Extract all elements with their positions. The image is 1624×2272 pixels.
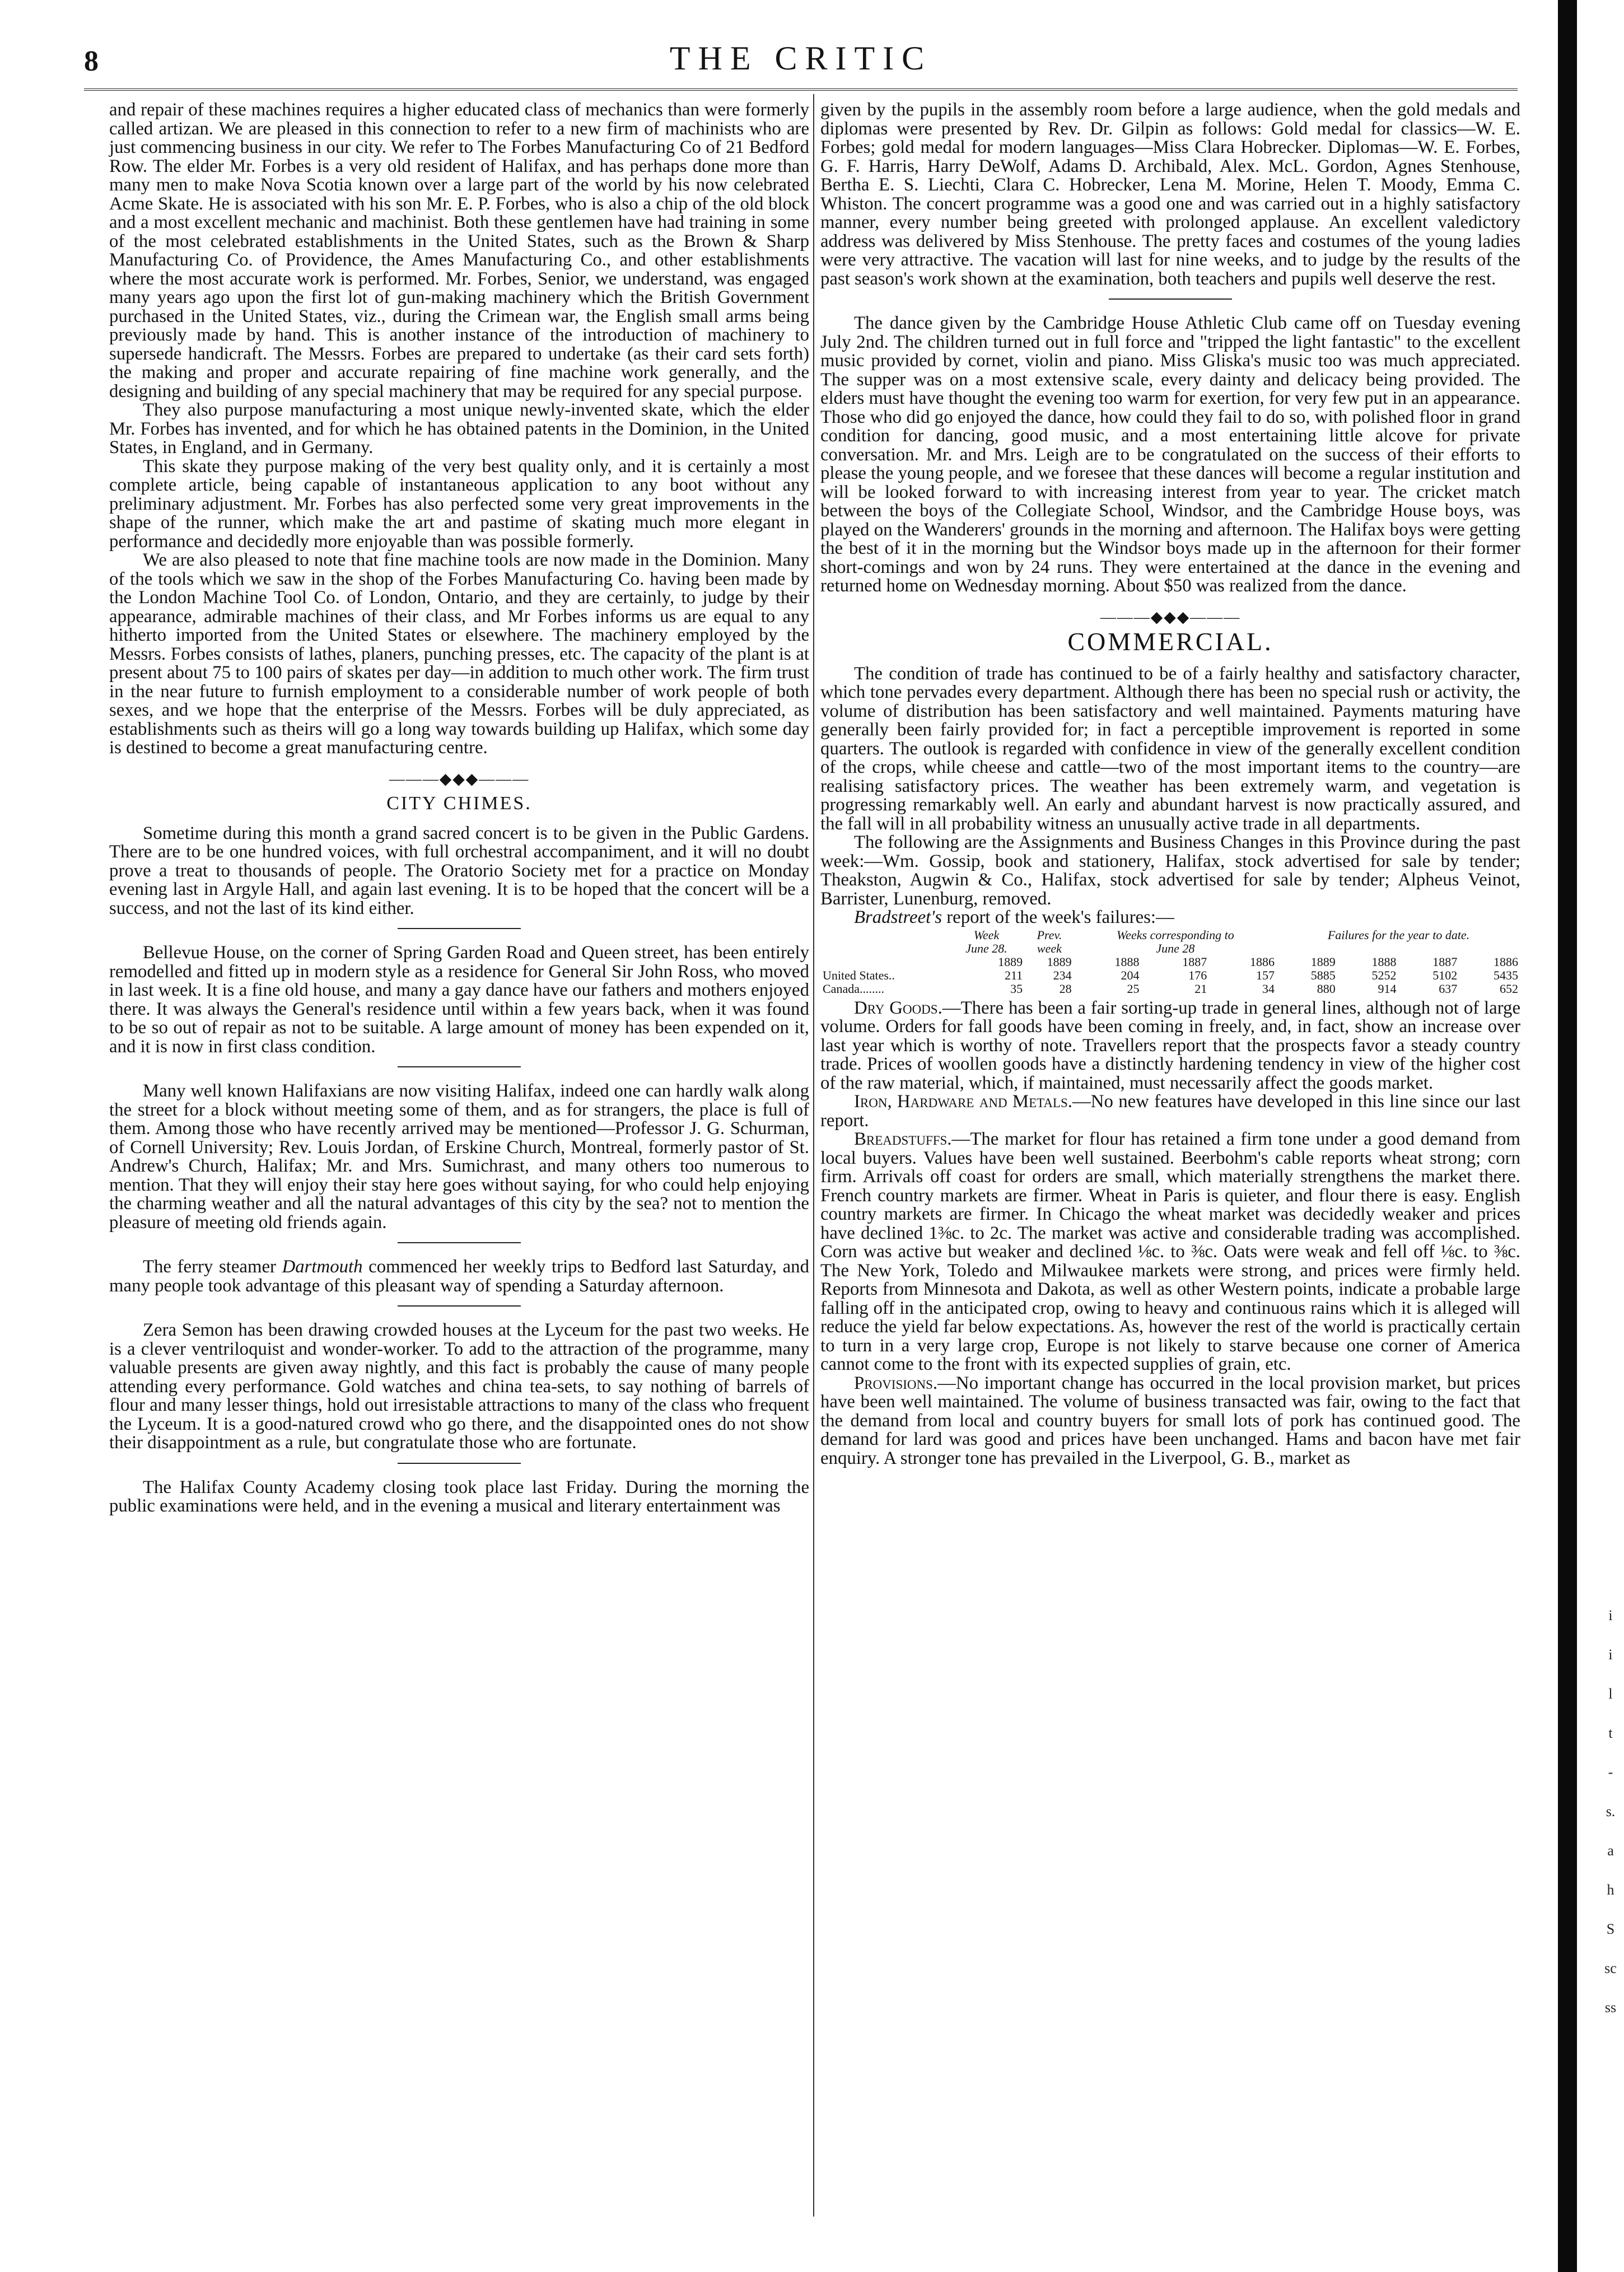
margin-fragment: S	[1606, 1921, 1615, 1937]
margin-fragment: ss	[1604, 1999, 1617, 2016]
table-cell: 1886	[1494, 954, 1518, 969]
table-header-row	[820, 942, 1520, 955]
table-cell: 1886	[1250, 954, 1275, 969]
table-row	[820, 969, 1520, 982]
table-cell: 34	[1262, 981, 1275, 996]
page-number: 8	[84, 45, 99, 77]
table-cell: 652	[1500, 981, 1518, 996]
column-divider	[813, 94, 814, 2217]
table-row-label: Canada........	[823, 981, 884, 996]
table-row	[820, 982, 1520, 996]
margin-fragment: i	[1608, 1607, 1613, 1623]
table-header-cell: week	[1037, 941, 1062, 955]
table-header-cell	[820, 942, 948, 955]
table-cell: 1888	[1114, 954, 1140, 969]
chimes-paragraph: Many well known Halifaxians are now visiting Halifax, indeed one can hardly walk along the street for a block without meeting some of them, and as for strangers, the place is full of them. Among those who have recently arrived may be mentioned—Professor J. G. Schurman, of Cornell University; Rev. Louis Jordan, of Erskine Church, Montreal, formerly pastor of St. Andrew's Church, Halifax; Mr. and Mrs. Sumichrast, and many others too numerous to mention. That they will enjoy their stay here goes without saying, for who could help enjoying the charming weather and all the natural advantages of this city by the sea? not to mention the pleasure of meeting old friends again.	[109, 1081, 809, 1233]
bradstreet-intro	[820, 908, 1520, 927]
table-cell: 1887	[1182, 954, 1207, 969]
chimes-paragraph: Zera Semon has been drawing crowded houses at the Lyceum for the past two weeks. He is a clever ventriloquist and wonder-worker. To add to the attraction of the programme, many valuable presents are given away nightly, and this fact is probably the cause of many people attending every performance. Gold watches and china tea-sets, to say nothing of barrels of flour and many lesser things, hold out irresistable attractions to many of the class who frequent the Lyceum. It is a good-natured crowd who go there, and the disappointed ones do not show their disappointment as a rule, but congratulate those who are fortunate.	[109, 1320, 809, 1453]
margin-fragment: l	[1608, 1686, 1613, 1702]
market-heading: Iron, Hardware and Metals.	[854, 1091, 1072, 1112]
table-header-cell: Failures for the year to date.	[1327, 927, 1470, 942]
bradstreet-text: report of the week's failures:—	[942, 907, 1174, 927]
margin-fragments	[1599, 1596, 1622, 2027]
paragraph-separator	[398, 1066, 521, 1067]
table-cell: 211	[1004, 968, 1023, 982]
table-cell: 5435	[1494, 968, 1518, 982]
scan-edge-bar	[1558, 0, 1577, 2272]
market-paragraph	[820, 1093, 1520, 1130]
city-chimes-heading: CITY CHIMES.	[386, 793, 532, 814]
academy-paragraph: given by the pupils in the assembly room before a large audience, when the gold medals and diplomas were presented by Rev. Dr. Gilpin as follows: Gold medal for classics—W. E. Forbes; gold medal for modern languages—Miss Clara Hobrecker. Diplomas—W. E. Forbes, G. F. Harris, Harry DeWolf, Adams D. Archibald, Alex. McL. Gordon, Agnes Stenhouse, Bertha E. S. Liechti, Clara C. Hobrecker, Lena M. Morine, Helen T. Moody, Emma C. Whiston. The concert programme was a good one and was carried out in a highly satisfactory manner, every number being greeted with prolonged applause. An excellent valedictory address was delivered by Miss Stenhouse. The pretty faces and costumes of the young ladies were very attractive. The vacation will last for nine weeks, and to judge by the results of the past season's work shown at the examination, both teachers and pupils well deserve the rest.	[820, 100, 1520, 289]
market-heading: Breadstuffs.	[854, 1129, 952, 1149]
table-header-cell: Weeks corresponding to	[1116, 927, 1234, 942]
table-header-cell: Week	[973, 927, 1000, 942]
table-cell: 5885	[1310, 968, 1336, 982]
market-paragraph	[820, 1130, 1520, 1374]
forbes-article-paragraph: This skate they purpose making of the very best quality only, and it is certainly a most complete article, being capable of instantaneous application to any boot without any preliminary adjustment. Mr. Forbes has also perfected some very great improvements in the shape of the runner, which make the art and pastime of skating much more elegant in performance and decidedly more enjoyable than was possible formerly.	[109, 456, 809, 552]
table-cell: 21	[1194, 981, 1207, 996]
market-text: —There has been a fair sorting-up trade in general lines, although not of large volume. Orders for fall goods have been coming in freely, and, in fact, show an increase over last year which is worthy of note. Travellers report that the prospects favor a steady country trade. Prices of woollen goods have a distinctly hardening tendency in view of the higher cost of the raw material, which, if maintained, must necessarily affect the goods market.	[820, 997, 1520, 1093]
chimes-paragraph: Sometime during this month a grand sacred concert is to be given in the Public Gardens. There are to be one hundred voices, with full orchestral accompaniment, and it will no doubt prove a treat to thousands of people. The Oratorio Society met for a practice on Monday evening last in Argyle Hall, and again last evening. It is to be hoped that the concert will be a success, and not the last of its kind either.	[109, 823, 809, 918]
margin-fragment: h	[1607, 1882, 1614, 1898]
table-cell: 1889	[1310, 954, 1336, 969]
table-header-cell: Prev.	[1037, 927, 1062, 942]
table-cell: 1889	[1047, 954, 1072, 969]
market-paragraph	[820, 1374, 1520, 1468]
table-header-row	[820, 929, 1520, 942]
table-header-cell	[820, 929, 948, 942]
market-text: —No new features have developed in this line since our last report.	[820, 1091, 1520, 1131]
table-cell: 157	[1256, 968, 1275, 982]
table-cell: 5102	[1432, 968, 1458, 982]
paragraph-separator	[398, 1463, 521, 1464]
paragraph-separator	[398, 1305, 521, 1307]
table-cell	[820, 955, 948, 969]
section-ornament: ———◆◆◆———	[389, 770, 530, 788]
table-cell: 5252	[1371, 968, 1397, 982]
ship-name: Dartmouth	[282, 1257, 363, 1277]
table-cell: 35	[1010, 981, 1023, 996]
section-ornament: ———◆◆◆———	[1100, 608, 1241, 626]
table-cell: 1887	[1432, 954, 1458, 969]
table-year-row	[820, 955, 1520, 969]
paragraph-separator	[1109, 298, 1232, 300]
table-cell: 25	[1127, 981, 1140, 996]
commercial-paragraph: The following are the Assignments and Business Changes in this Province during the past week:—Wm. Gossip, book and stationery, Halifax, stock advertised for sale by tender; Theakston, Augwin & Co., Halifax, stock advertised for sale by tender; Alpheus Veinot, Barrister, Lunenburg, removed.	[820, 832, 1520, 909]
margin-fragment: a	[1607, 1842, 1614, 1859]
table-cell: 1888	[1371, 954, 1397, 969]
commercial-heading: COMMERCIAL.	[1067, 627, 1273, 656]
header-rule	[84, 88, 1518, 91]
table-header-cell	[1277, 942, 1520, 955]
chimes-text: commenced her weekly trips to Bedford last Saturday, and many people took advantage of this pleasant way of spending a Saturday afternoon.	[109, 1257, 809, 1296]
right-column	[820, 101, 1520, 1468]
table-cell: 234	[1053, 968, 1072, 982]
table-row-label: United States..	[823, 968, 895, 982]
table-cell: 176	[1188, 968, 1207, 982]
dance-paragraph: The dance given by the Cambridge House Athletic Club came off on Tuesday evening July 2nd. The children turned out in full force and "tripped the light fantastic" to the excellent music provided by cornet, violin and piano. Miss Gliska's music too was much appreciated. The supper was on a most extensive scale, every dainty and delicacy being provided. The elders must have thought the evening too warm for exertion, for very few put in an appearance. Those who did go enjoyed the dance, how could they fail to do so, with polished floor in grand condition for dancing, good music, and a most entertaining little alcove for private conversation. Mr. and Mrs. Leigh are to be congratulated on the success of their efforts to please the young people, and we foresee that these dances will become a regular institution and will be looked forward to with increasing interest from year to year. The cricket match between the boys of the Collegiate School, Windsor, and the Cambridge House boys, was played on the Wanderers' grounds in the morning and afternoon. The Halifax boys were getting the best of it in the morning but the Windsor boys made up in the afternoon for their former short-comings and won by 24 runs. They were entertained at the dance in the evening and returned home on Wednesday morning. About $50 was realized from the dance.	[820, 313, 1520, 596]
chimes-paragraph: Bellevue House, on the corner of Spring Garden Road and Queen street, has been entirely remodelled and fitted up in modern style as a residence for General Sir John Ross, who moved in last week. It is a fine old house, and many a gay dance have our fathers and mothers enjoyed there. It was always the General's residence until within a few years back, when it was found to be so out of repair as not to be suitable. A large amount of money has been expended on it, and it is now in first class condition.	[109, 943, 809, 1057]
table-cell: 914	[1378, 981, 1397, 996]
margin-fragment: sc	[1604, 1960, 1617, 1976]
table-cell: 637	[1439, 981, 1458, 996]
chimes-paragraph	[109, 1258, 809, 1295]
market-heading: Provisions.	[854, 1373, 938, 1393]
paragraph-separator	[398, 928, 521, 929]
table-cell: 880	[1317, 981, 1336, 996]
left-column	[109, 101, 809, 1516]
forbes-article-paragraph: They also purpose manufacturing a most unique newly-invented skate, which the elder Mr. Forbes has invented, and for which he has obtained patents in the Dominion, in the United States, in England, and in Germany.	[109, 400, 809, 458]
chimes-paragraph: The Halifax County Academy closing took place last Friday. During the morning the public examinations were held, and in the evening a musical and literary entertainment was	[109, 1477, 809, 1516]
market-text: —The market for flour has retained a firm tone under a good demand from local buyers. Values have been well sustained. Beerbohm's cable reports wheat strong; corn firm. Arrivals off coast for orders are small, which materially strengthens the market there. French country markets are firmer. Wheat in Paris is quieter, and flour there is easy. English country markets are firmer. In Chicago the wheat market was decidedly weaker and prices have declined 1⅜c. to 2c. The market was active and considerable trading was accomplished. Corn was active but weaker and declined ⅛c. to ⅜c. Oats were weak and fell off ⅛c. to ⅜c. The New York, Toledo and Milwaukee markets were strong, and prices were firmly held. Reports from Minnesota and Dakota, as well as other Western points, indicate a probable large falling off in the anticipated crop, owing to heavy and continuous rains which it is alleged will reduce the yield far below expectations. As, however the rest of the world is practically certain to turn in a very large crop, Europe is not likely to starve because one corner of America cannot come to the front with its expected supplies of grain, etc.	[820, 1129, 1520, 1374]
table-cell: 28	[1059, 981, 1072, 996]
market-text: —No important change has occurred in the local provision market, but prices have been well maintained. The volume of business transacted was fair, owing to the fact that the demand from local and country buyers for small lots of pork has continued good. The demand for lard was good and prices have been unchanged. Hams and bacon have met fair enquiry. A stronger tone has prevailed in the Liverpool, G. B., market as	[820, 1373, 1520, 1468]
paragraph-separator	[398, 1242, 521, 1243]
bradstreet-name: Bradstreet's	[854, 907, 942, 927]
table-header-cell: June 28.	[965, 941, 1007, 955]
margin-fragment: t	[1608, 1725, 1613, 1741]
page-header	[84, 39, 1518, 84]
margin-fragment: s.	[1606, 1803, 1616, 1820]
chimes-text: The ferry steamer	[143, 1257, 282, 1277]
failures-table	[820, 929, 1520, 996]
table-header-cell: June 28	[1156, 941, 1195, 955]
market-paragraph	[820, 999, 1520, 1093]
masthead-title: THE CRITIC	[669, 40, 932, 77]
forbes-article-paragraph: and repair of these machines requires a higher educated class of mechanics than were formerly called artizan. We are pleased in this connection to refer to a new firm of machinists who are just commencing business in our city. We refer to The Forbes Manufacturing Co of 21 Bedford Row. The elder Mr. Forbes is a very old resident of Halifax, and has perhaps done more than many men to make Nova Scotia known over a large part of the world by his now celebrated Acme Skate. He is associated with his son Mr. E. P. Forbes, who is also a chip of the old block and a most excellent mechanic and machinist. Both these gentlemen have had training in some of the most celebrated establishments in the United States, such as the Brown & Sharp Manufacturing Co. of Providence, the Ames Manufacturing Co., and other establishments where the most accurate work is performed. Mr. Forbes, Senior, we understand, was engaged many years ago upon the first lot of gun-making machinery which the British Government purchased in the United States, viz., during the Crimean war, the English small arms being previously made by hand. This is another instance of the introduction of machinery to supersede handicraft. The Messrs. Forbes are prepared to undertake (as their card sets forth) the making and proper and accurate repairing of fine machine work generally, and the designing and building of any special machinery that may be required for any special purpose.	[109, 100, 809, 402]
commercial-paragraph: The condition of trade has continued to be of a fairly healthy and satisfactory character, which tone pervades every department. Although there has been no special rush or activity, the volume of distribution has been satisfactory and well maintained. Payments maturing have generally been fairly provided for; in fact a perceptible improvement is reported in some quarters. The outlook is regarded with confidence in view of the generally excellent condition of the crops, while cheese and cattle—two of the most important items to the country—are realising satisfactory prices. The weather has been extremely warm, and vegetation is progressing remarkably well. An early and abundant harvest is now practically assured, and the fall will in all probability witness an unusually active trade in all departments.	[820, 663, 1520, 834]
table-cell: 204	[1121, 968, 1140, 982]
margin-fragment: -	[1608, 1764, 1613, 1780]
market-heading: Dry Goods.	[854, 997, 942, 1018]
forbes-article-paragraph: We are also pleased to note that fine machine tools are now made in the Dominion. Many of the tools which we saw in the shop of the Forbes Manufacturing Co. having been made by the London Machine Tool Co. of London, Ontario, and they are certainly, to judge by their appearance, admirable machines of their class, and Mr Forbes informs us are equal to any hitherto imported from the United States or elsewhere. The machinery employed by the Messrs. Forbes consists of lathes, planers, punching presses, etc. The capacity of the plant is at present about 75 to 100 pairs of skates per day—in addition to much other work. The firm trust in the near future to furnish employment to a considerable number of work people of both sexes, and we hope that the enterprise of the Messrs. Forbes will be duly appreciated, as establishments such as theirs will go a long way towards building up Halifax, which some day is destined to become a great manufacturing centre.	[109, 550, 809, 758]
table-cell: 1889	[998, 954, 1023, 969]
margin-fragment: i	[1608, 1646, 1613, 1663]
